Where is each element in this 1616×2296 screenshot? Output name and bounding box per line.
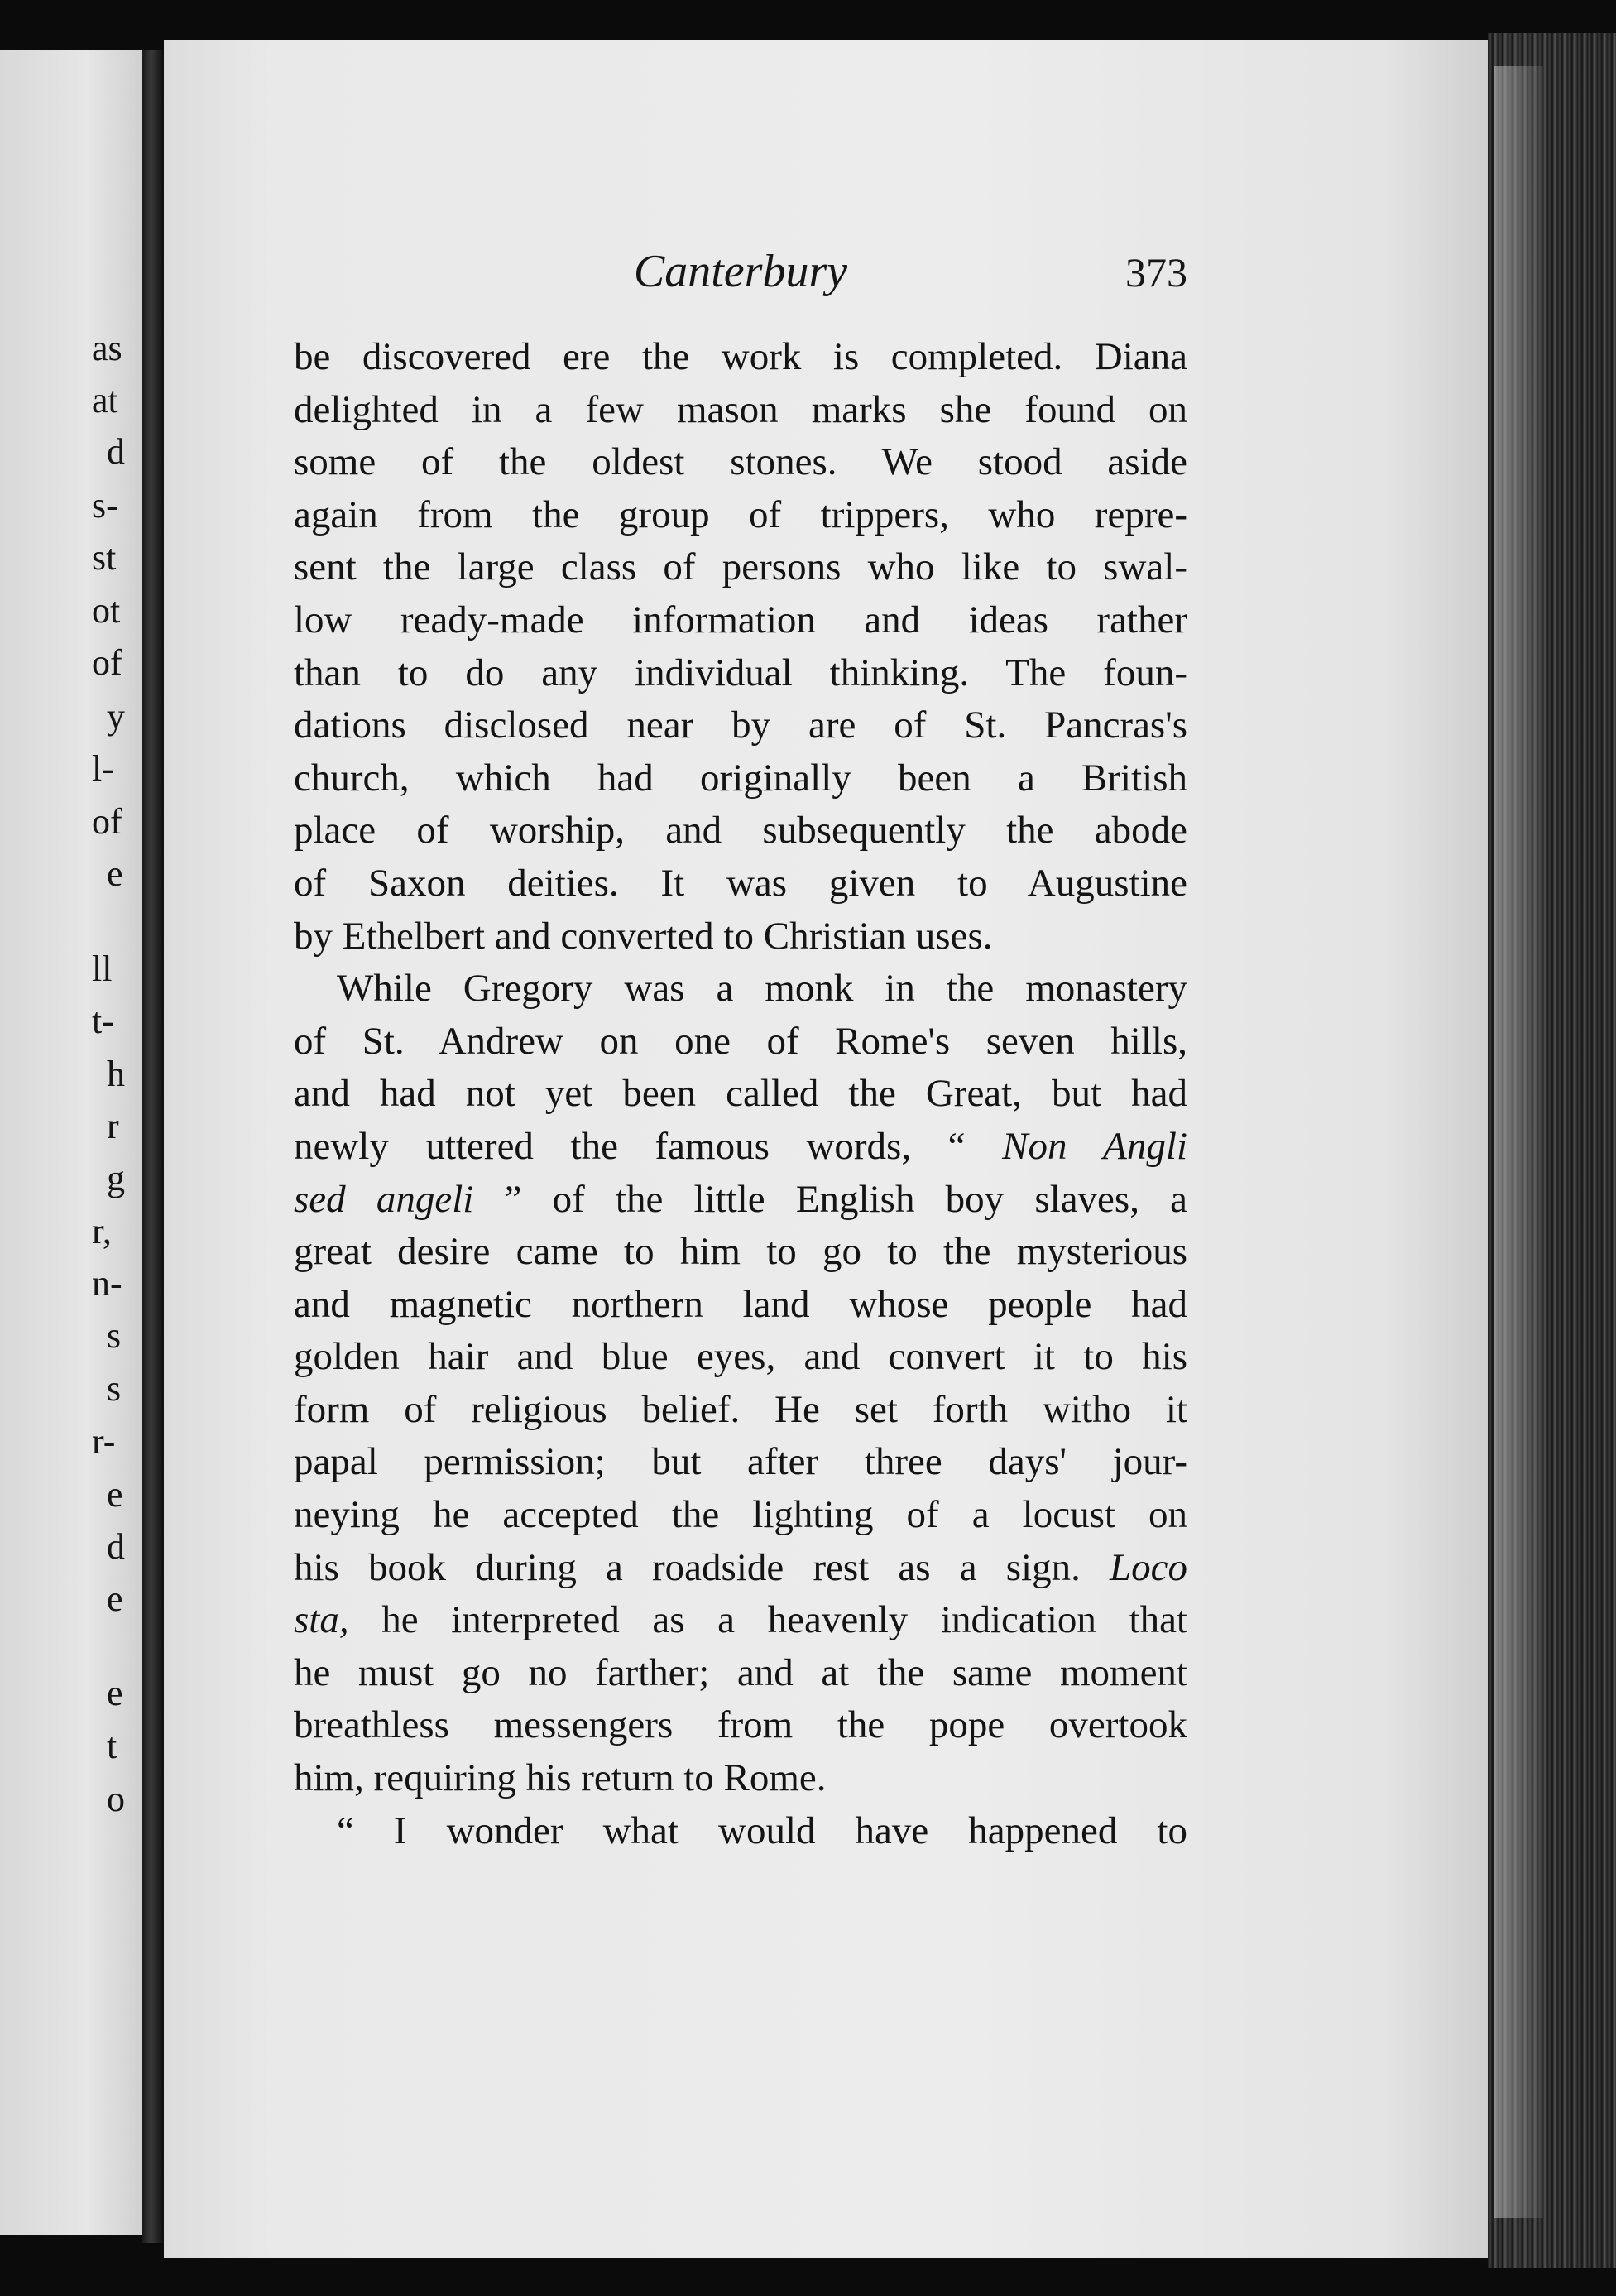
text-line [294,1699,1187,1752]
previous-page-fragment: r, [92,1211,112,1251]
text-line [294,1752,1187,1805]
text-line [294,910,1187,963]
text-line [294,1279,1187,1332]
text-line [294,541,1187,594]
previous-page-fragment: as [92,328,122,368]
page-number: 373 [1125,249,1187,295]
previous-page-fragment: d [107,431,125,472]
italic-text: Loco [1110,1545,1187,1589]
previous-page-fragment: ll [92,949,113,989]
text-line [294,384,1187,437]
text-line [294,1068,1187,1121]
text-segment: sent the large class of persons who like to swal- [294,545,1187,589]
previous-page-fragment: e [107,1474,123,1515]
book-gutter [142,50,164,2243]
previous-page-fragment: d [107,1526,125,1567]
text-line [294,647,1187,700]
italic-text: Non Angli [1002,1124,1187,1168]
text-line [294,1331,1187,1384]
text-segment: newly uttered the famous words, “ [294,1124,1003,1168]
text-segment: “ I wonder what would have happened to [337,1808,1187,1852]
text-line [294,1436,1187,1489]
text-line [294,1226,1187,1279]
text-line [294,489,1187,542]
text-segment: church, which had originally been a British [294,756,1187,800]
text-segment: by Ethelbert and converted to Christian uses. [294,914,993,958]
text-line [294,1542,1187,1595]
text-segment: place of worship, and subsequently the abode [294,809,1187,853]
previous-page-fragment: l- [92,748,114,789]
text-line [294,805,1187,857]
text-line [294,752,1187,805]
previous-page-fragment: s [107,1368,122,1409]
running-head [294,245,1187,311]
text-segment: be discovered ere the work is completed. Diana [294,335,1187,378]
previous-page-edge [0,50,145,2235]
text-segment: delighted in a few mason marks she found on [294,387,1187,431]
previous-page-fragment: r- [92,1421,116,1462]
italic-text: sed angeli [294,1177,474,1221]
previous-page-fragment: s- [92,485,118,526]
text-segment: While Gregory was a monk in the monastery [337,967,1187,1011]
text-line [294,1647,1187,1700]
text-segment: golden hair and blue eyes, and convert it to his [294,1335,1187,1379]
text-line [294,1384,1187,1437]
text-segment: and magnetic northern land whose people had [294,1282,1187,1326]
previous-page-fragment: g [107,1158,125,1198]
previous-page-fragment: st [92,537,117,578]
italic-text: sta, [294,1598,349,1642]
text-segment: neying he accepted the lighting of a locust on [294,1493,1187,1537]
text-segment: low ready-made information and ideas rather [294,598,1187,641]
text-line [294,1489,1187,1542]
text-line [294,963,1187,1016]
running-title: Canterbury [633,246,848,297]
text-segment: he interpreted as a heavenly indication that [348,1598,1187,1642]
text-segment: him, requiring his return to Rome. [294,1756,827,1800]
text-line [294,1121,1187,1174]
body-text [294,331,1187,1857]
text-segment: breathless messengers from the pope overtook [294,1703,1187,1747]
previous-page-fragment: e [107,853,123,894]
text-line [294,594,1187,647]
text-segment: of Saxon deities. It was given to Augustine [294,861,1187,905]
previous-page-fragment: ot [92,590,121,631]
previous-page-fragment: e [107,1673,123,1713]
text-line [294,857,1187,910]
text-line [294,436,1187,489]
text-segment: than to do any individual thinking. The foun- [294,651,1187,694]
previous-page-fragment: n- [92,1263,122,1304]
text-segment: papal permission; but after three days' jour- [294,1440,1187,1484]
previous-page-fragment: t [107,1726,117,1766]
text-line [294,1174,1187,1227]
text-segment: of St. Andrew on one of Rome's seven hills, [294,1019,1187,1063]
text-segment: and had not yet been called the Great, but had [294,1072,1187,1116]
text-segment: dations disclosed near by are of St. Pancras's [294,704,1187,747]
text-line [294,1016,1187,1069]
previous-page-fragment: of [92,642,122,683]
previous-page-fragment: r [107,1106,119,1146]
previous-page-fragment: s [107,1315,122,1356]
text-segment: again from the group of trippers, who repre- [294,492,1187,536]
text-segment: his book during a roadside rest as a sign. [294,1545,1110,1589]
text-line [294,331,1187,384]
text-segment: great desire came to him to go to the mysterious [294,1230,1187,1274]
text-segment: he must go no farther; and at the same moment [294,1650,1187,1694]
previous-page-fragment: e [107,1578,123,1619]
text-segment: ” of the little English boy slaves, a [473,1177,1187,1221]
previous-page-fragment: y [107,696,125,737]
previous-page-fragment: o [107,1779,125,1819]
previous-page-fragment: t- [92,1001,114,1041]
text-segment: form of religious belief. He set forth witho it [294,1387,1187,1431]
text-line [294,1805,1187,1858]
text-segment: some of the oldest stones. We stood aside [294,440,1187,484]
text-line [294,699,1187,752]
text-line [294,1594,1187,1647]
previous-page-text-fragments [0,50,145,2235]
previous-page-fragment: at [92,380,118,420]
previous-page-fragment: of [92,801,122,842]
page-edge-highlight [1494,66,1543,2218]
previous-page-fragment: h [107,1054,125,1094]
